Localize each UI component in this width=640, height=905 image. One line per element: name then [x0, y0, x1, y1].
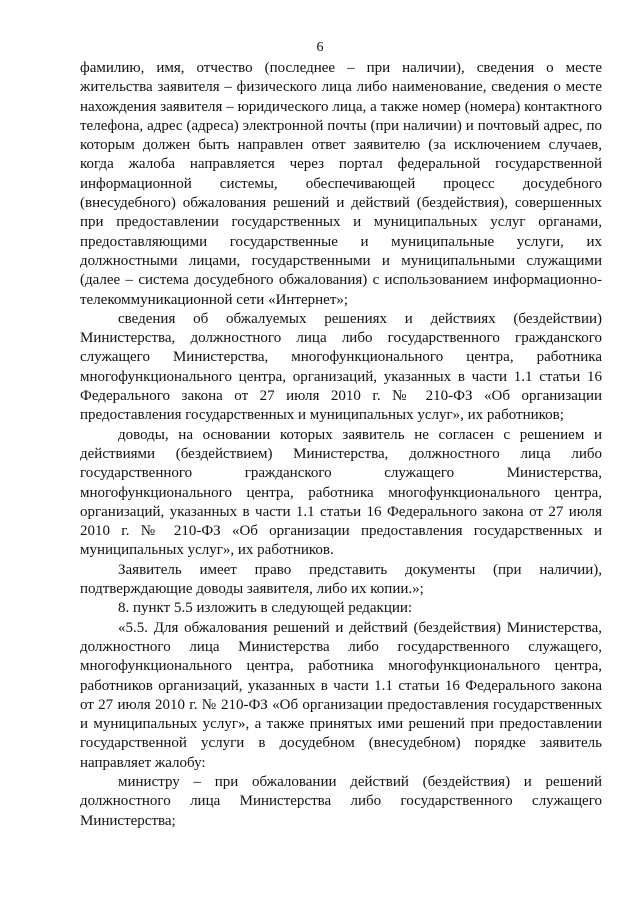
paragraph-documents-right: Заявитель имеет право представить документы (при наличии), подтверждающие доводы заявителя, либо их копии.»;: [80, 561, 602, 598]
page-number: 6: [316, 40, 324, 55]
document-body: [80, 59, 602, 831]
paragraph-minister-appeal: министру – при обжаловании действий (бездействия) и решений должностного лица Министерства либо государственного служащего Министерства;: [80, 773, 602, 829]
paragraph-item-8: 8. пункт 5.5 изложить в следующей редакции:: [118, 600, 413, 617]
paragraph-applicant-details: фамилию, имя, отчество (последнее – при наличии), сведения о месте жительства заявителя – физического лица либо наименование, сведения о месте нахождения заявителя – юридического лица, а также номер (номера) контактного телефона, адрес (адреса) электронной почты (при наличии) и почтовый адрес, по которым должен быть направлен ответ заявителю (за исключением случаев, когда жалоба направляется через портал федеральной государственной информационной системы, обеспечивающей процесс досудебного (внесудебного) обжалования решений и действий (бездействия), совершенных при предоставлении государственных и муниципальных услуг органами, предоставляющими государственные и муниципальные услуги, их должностными лицами, государственными и муниципальными служащими (далее – система досудебного обжалования) с использованием информационно-телекоммуникационной сети «Интернет»;: [80, 60, 602, 308]
paragraph-clause-5-5: «5.5. Для обжалования решений и действий (бездействия) Министерства, должностного лица Министерства либо государственного служащего, многофункционального центра, работника многофункционального центра, работников организаций, указанных в части 1.1 статьи 16 Федерального закона от 27 июля 2010 г. № 210-ФЗ «Об организации предоставления государственных и муниципальных услуг», а также принятых ими решений при предоставлении государственной услуги в досудебном (внесудебном) порядке заявитель направляет жалобу:: [80, 619, 602, 771]
paragraph-appealed-decisions: сведения об обжалуемых решениях и действиях (бездействии) Министерства, должностного лица либо государственного гражданского служащего Министерства, многофункционального центра, работника многофункционального центра, организаций, указанных в части 1.1 статьи 16 Федерального закона от 27 июля 2010 г. № 210-ФЗ «Об организации предоставления государственных и муниципальных услуг», их работников;: [80, 310, 602, 424]
paragraph-arguments: доводы, на основании которых заявитель не согласен с решением и действиями (бездействием) Министерства, должностного лица либо государственного гражданского служащего Министерства, многофункционального центра, работника многофункционального центра, организаций, указанных в части 1.1 статьи 16 Федерального закона от 27 июля 2010 г. № 210-ФЗ «Об организации предоставления государственных и муниципальных услуг», их работников.: [80, 426, 602, 559]
